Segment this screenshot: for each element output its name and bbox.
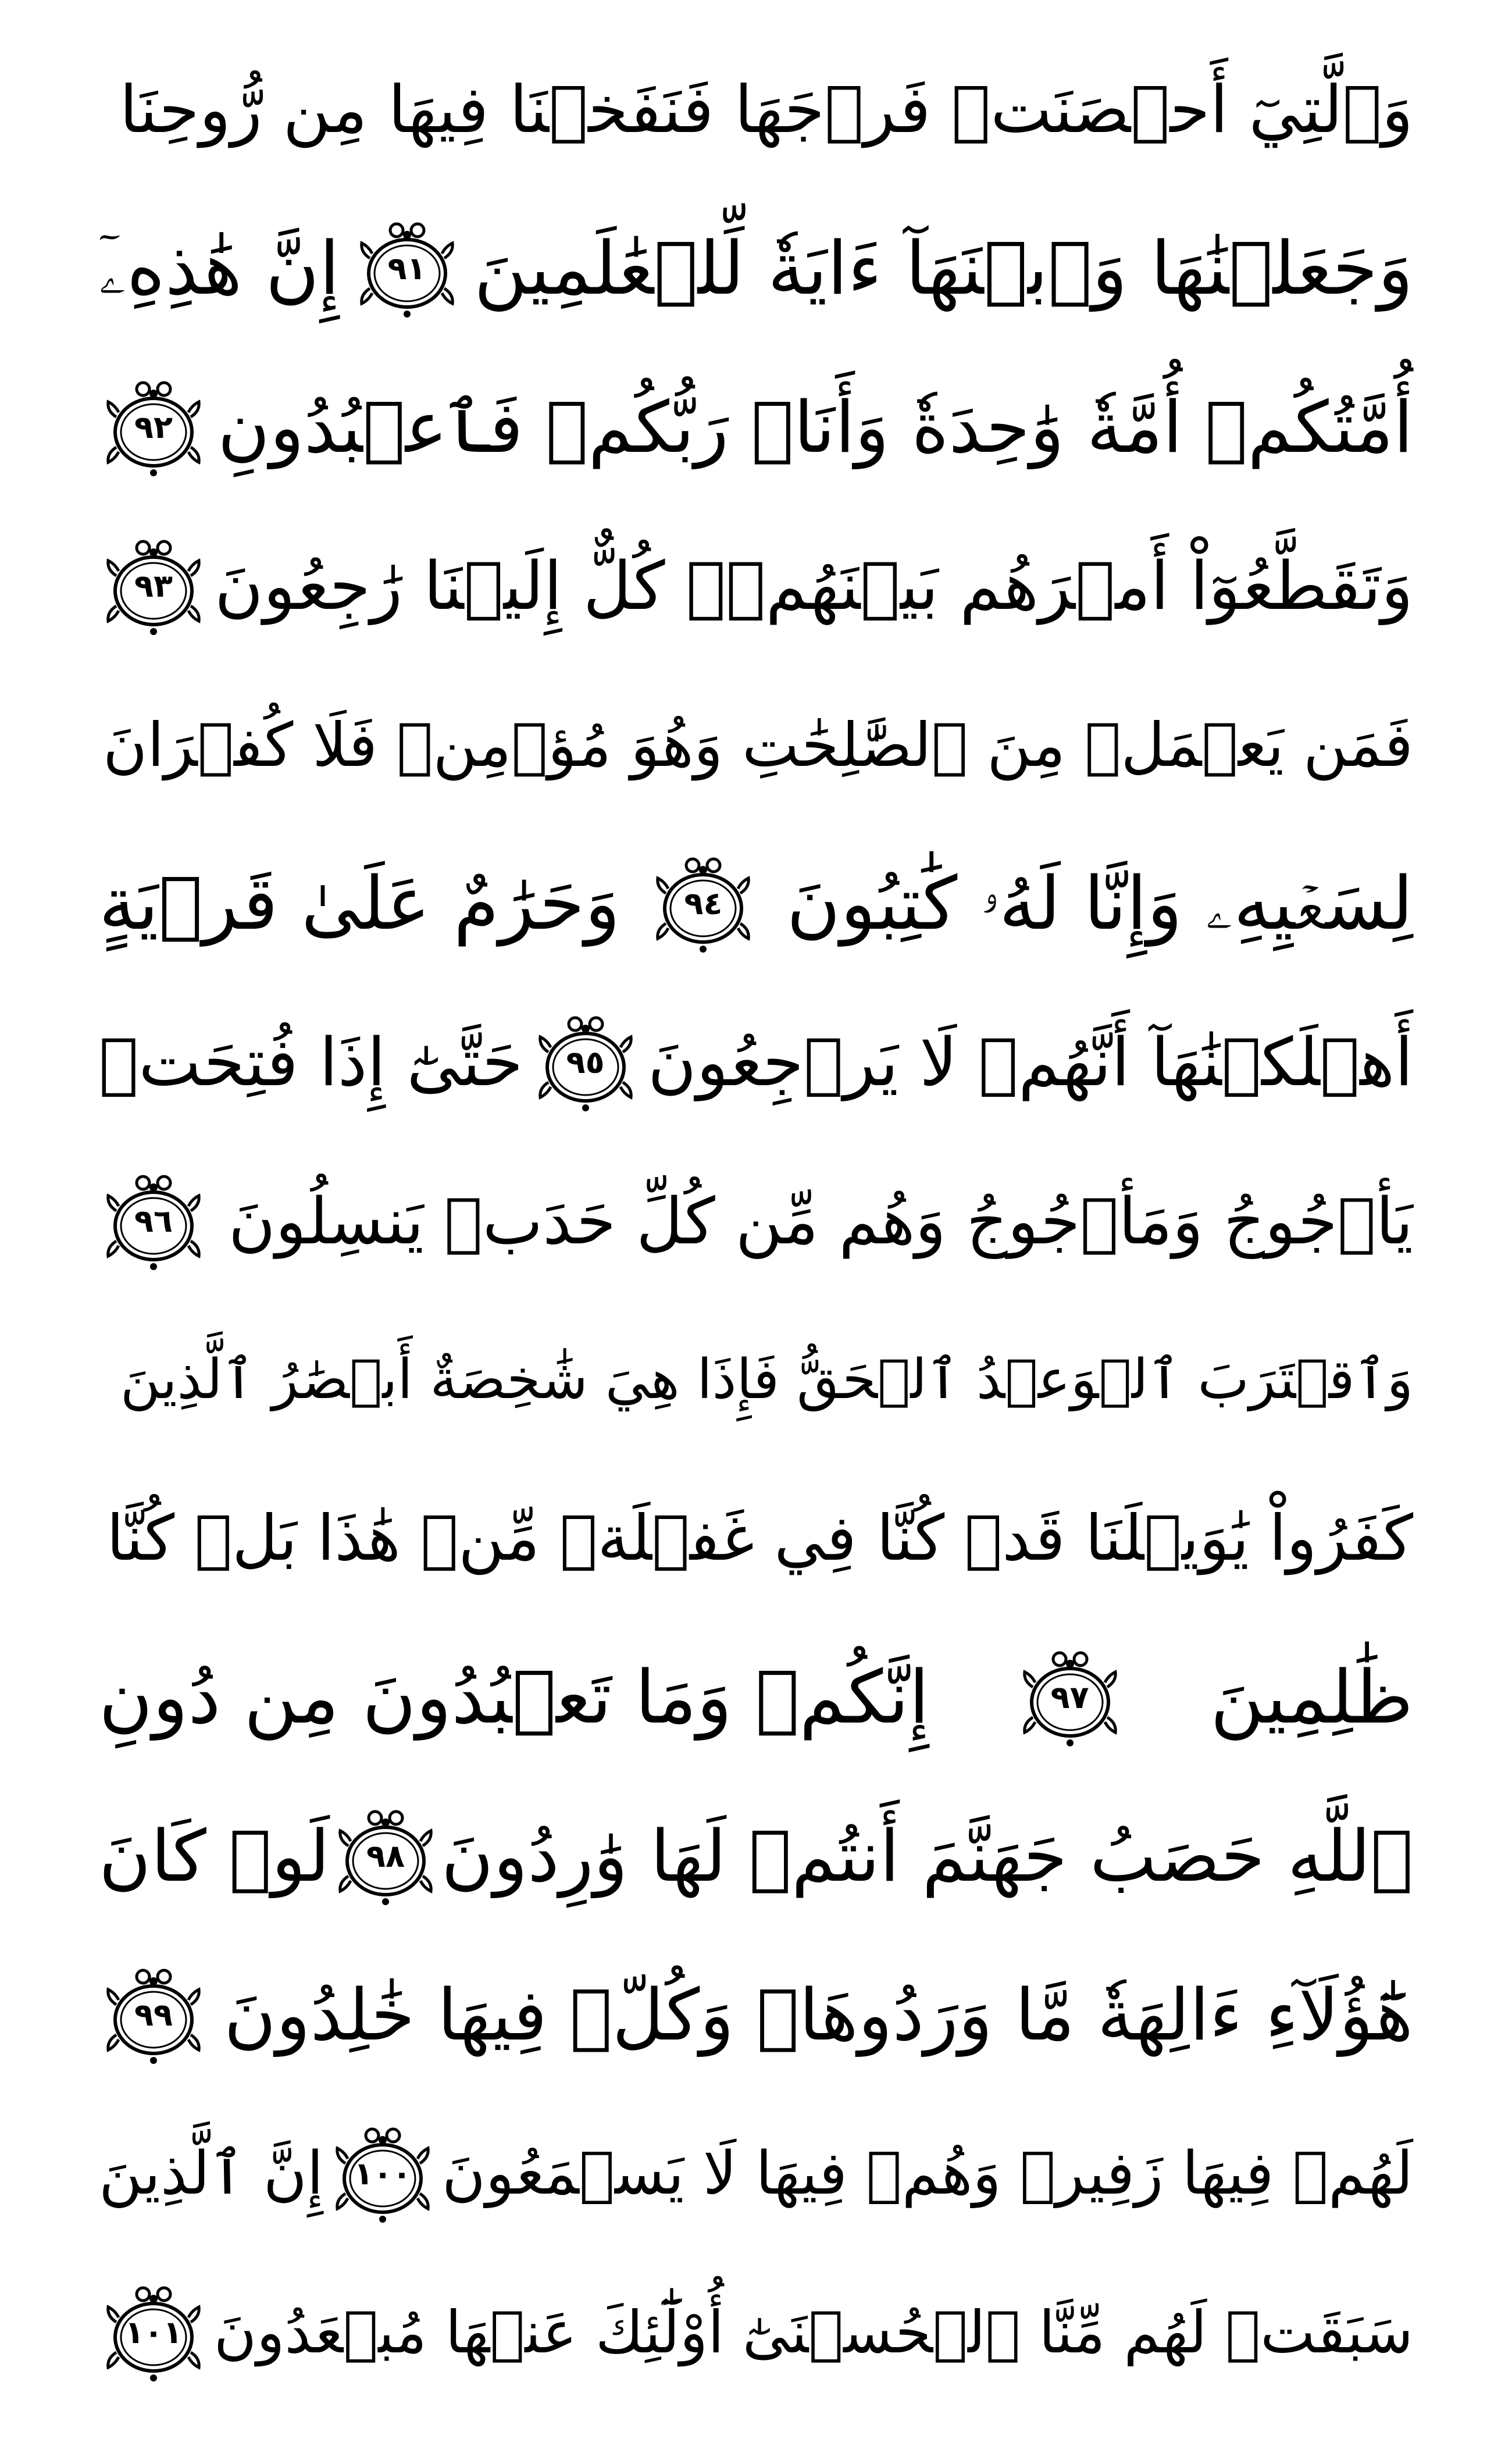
verse-line: [99, 1946, 1413, 2084]
ayah-number: ١٠١: [124, 2314, 183, 2351]
verse-text: هَٰٓؤُلَآءِ ءَالِهَةٗ مَّا وَرَدُوهَاۖ وَكُلّٞ فِيهَا خَٰلِدُونَ: [224, 1974, 1413, 2056]
ayah-number-marker: [99, 1964, 208, 2066]
verse-text: ظَٰلِمِينَ: [1210, 1655, 1413, 1740]
ayah-number: ٩٩: [134, 1996, 173, 2033]
ayah-number-marker: [99, 1170, 208, 1272]
ayah-number-marker: [99, 376, 208, 479]
ayah-number-marker: [352, 217, 462, 320]
verse-line: [99, 2105, 1413, 2243]
ayah-number-marker: [1015, 1646, 1125, 1749]
ayah-number-marker: [99, 2281, 208, 2384]
ayah-number: ٩٦: [134, 1203, 173, 1239]
verse-text: إِنَّكُمۡ وَمَا تَعۡبُدُونَ مِن دُونِ: [99, 1655, 929, 1740]
verse-text: أَهۡلَكۡنَٰهَآ أَنَّهُمۡ لَا يَرۡجِعُونَ: [647, 1024, 1413, 1101]
ayah-number: ٩٨: [366, 1838, 405, 1874]
ayah-number-marker: [531, 1011, 640, 1114]
verse-line: [99, 993, 1413, 1132]
verse-line: [99, 41, 1413, 179]
ayah-number-marker: [648, 853, 758, 955]
verse-line: [99, 1152, 1413, 1290]
verse-text: فَمَن يَعۡمَلۡ مِنَ ٱلصَّٰلِحَٰتِ وَهُوَ مُؤۡمِنٞ فَلَا كُفۡرَانَ: [103, 709, 1413, 780]
verse-text: أُمَّتُكُمۡ أُمَّةٗ وَٰحِدَةٗ وَأَنَا۠ رَبُّكُمۡ فَٱعۡبُدُونِ: [217, 386, 1413, 469]
verse-text: ٱللَّهِ حَصَبُ جَهَنَّمَ أَنتُمۡ لَهَا وَٰرِدُونَ: [441, 1815, 1413, 1898]
verse-text: كَفَرُواْ يَٰوَيۡلَنَا قَدۡ كُنَّا فِي غَفۡلَةٖ مِّنۡ هَٰذَا بَلۡ كُنَّا: [106, 1502, 1413, 1575]
verse-line: [99, 676, 1413, 814]
verse-text: وَٱقۡتَرَبَ ٱلۡوَعۡدُ ٱلۡحَقُّ فَإِذَا هِيَ شَٰخِصَةٌ أَبۡصَٰرُ ٱلَّذِينَ: [120, 1348, 1413, 1411]
verse-text: سَبَقَتۡ لَهُم مِّنَّا ٱلۡحُسۡنَىٰٓ أُوْلَٰٓئِكَ عَنۡهَا مُبۡعَدُونَ: [213, 2298, 1413, 2366]
verse-text: لَهُمۡ فِيهَا زَفِيرٞ وَهُمۡ فِيهَا لَا يَسۡمَعُونَ: [442, 2139, 1413, 2208]
ayah-number: ٩٣: [134, 568, 173, 604]
ayah-number-marker: [331, 1805, 440, 1907]
verse-text: لَوۡ كَانَ: [99, 1815, 330, 1898]
ayah-number-marker: [328, 2123, 437, 2225]
ayah-number: ١٠٠: [354, 2155, 412, 2192]
verse-text: لِسَعۡيِهِۦ وَإِنَّا لَهُۥ كَٰتِبُونَ: [786, 861, 1413, 946]
verse-text: وَتَقَطَّعُوٓاْ أَمۡرَهُم بَيۡنَهُمۡۖ كُلٌّ إِلَيۡنَا رَٰجِعُونَ: [214, 547, 1413, 625]
verse-text: وَٱلَّتِيٓ أَحۡصَنَتۡ فَرۡجَهَا فَنَفَخۡنَا فِيهَا مِن رُّوحِنَا: [119, 72, 1413, 148]
verse-lines: [99, 41, 1413, 2402]
verse-line: [99, 199, 1413, 338]
verse-line: [99, 2263, 1413, 2402]
verse-line: [99, 835, 1413, 973]
ayah-number: ٩٢: [134, 409, 173, 445]
ayah-number: ٩٥: [566, 1044, 605, 1081]
ayah-number-marker: [99, 535, 208, 637]
ayah-number: ٩٧: [1050, 1679, 1089, 1716]
verse-line: [99, 517, 1413, 655]
verse-text: يَأۡجُوجُ وَمَأۡجُوجُ وَهُم مِّن كُلِّ حَدَبٖ يَنسِلُونَ: [228, 1184, 1413, 1258]
verse-line: [99, 1787, 1413, 1926]
verse-text: حَتَّىٰٓ إِذَا فُتِحَتۡ: [99, 1024, 523, 1101]
verse-text: إِنَّ هَٰذِهِۦٓ: [99, 226, 340, 311]
ayah-number: ٩٤: [684, 885, 723, 922]
verse-line: [99, 1628, 1413, 1767]
verse-text: إِنَّ ٱلَّذِينَ: [99, 2139, 324, 2208]
verse-line: [99, 1470, 1413, 1608]
verse-line: [99, 1311, 1413, 1449]
ayah-number: ٩١: [387, 250, 426, 287]
verse-text: وَجَعَلۡنَٰهَا وَٱبۡنَهَآ ءَايَةٗ لِّلۡعَٰلَمِينَ: [474, 226, 1413, 311]
verse-text: وَحَرَٰمٌ عَلَىٰ قَرۡيَةٍ: [99, 861, 621, 946]
verse-line: [99, 358, 1413, 497]
